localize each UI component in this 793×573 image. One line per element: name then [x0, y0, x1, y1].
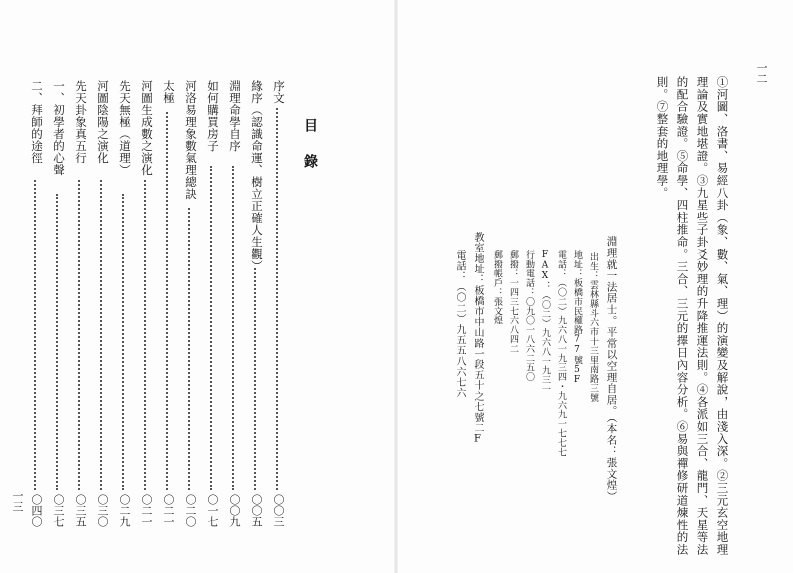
- toc-entry: [138, 80, 152, 550]
- paragraph-line: 則。⑦整套的地理學。: [655, 76, 670, 199]
- toc-entry-page: 〇二一: [162, 494, 175, 527]
- classroom-phone: 電話：（〇二）九五五八六七六: [454, 250, 465, 399]
- toc-entry-title: 一、初學者的心聲: [52, 80, 66, 176]
- toc-entry-title: 淵理命學自序: [228, 80, 242, 152]
- toc-entry-page: 〇四〇: [30, 494, 43, 527]
- toc-entry-title: 如何購買房子: [206, 80, 220, 152]
- toc-entry: [248, 80, 262, 550]
- paragraph-line: 的配合驗證。⑤命學、四柱推命。三合、三元的擇日內容分析。⑥易與禪修研道煉性的法: [675, 76, 690, 556]
- toc-entry: [204, 80, 218, 550]
- home-address: 地址：板橋市民權路77號5F: [572, 250, 582, 386]
- fax-number: FAX：（〇二）九六八一九三一: [540, 250, 550, 394]
- toc-entry: [94, 80, 108, 550]
- toc-entry-page: 〇〇九: [228, 494, 241, 527]
- toc-entry-page: 〇三〇: [96, 494, 109, 527]
- toc-entry-title: 河圖陰陽之演化: [96, 80, 110, 164]
- toc-entry: [72, 80, 86, 550]
- toc-entry-page: 〇〇三: [272, 494, 285, 527]
- toc-entry-page: 〇三七: [52, 494, 65, 527]
- mobile-number: 行動電話：〇九〇一八六二五〇: [524, 250, 534, 382]
- toc-entry-title: 太極: [162, 80, 176, 104]
- classroom-address: 教室地址：板橋市中山路一段五十之七號二F: [472, 232, 483, 445]
- toc-entry: [160, 80, 174, 550]
- toc-leader-dots: [34, 180, 36, 490]
- phone-numbers: 電話：（〇二）九六八一九三四・九六九一七七七: [556, 250, 566, 457]
- toc-entry-title: 河洛易理象數氣理總訣: [184, 80, 198, 200]
- paragraph-line: 理論及實地堪證。③九星些子卦爻妙理的升降推運法則。④各派如三合、龍門、天星等法: [695, 76, 710, 556]
- toc-entry-title: 序文: [272, 80, 286, 104]
- postal-account-name: 郵撥帳戶：張文煌: [492, 250, 502, 326]
- paragraph-line: ①河圖、洛書、易經八卦（象、數、氣、理）的演變及解說，由淺入深。②三元玄空地理: [715, 76, 730, 556]
- toc-entry: [270, 80, 284, 550]
- toc-leader-dots: [188, 208, 190, 490]
- toc-leader-dots: [210, 166, 212, 490]
- toc-leader-dots: [232, 166, 234, 490]
- toc-entry: [28, 80, 42, 550]
- toc-leader-dots: [100, 180, 102, 490]
- toc-entry-page: 〇三五: [74, 494, 87, 527]
- right-page-number: 一二: [755, 62, 768, 84]
- left-page-number: 一三: [11, 490, 24, 512]
- toc-title: 目錄: [302, 118, 318, 190]
- toc-entry: [50, 80, 64, 550]
- toc-entry-title: 先天卦象真五行: [74, 80, 88, 164]
- toc-leader-dots: [144, 180, 146, 490]
- toc-entry-page: 〇二九: [118, 494, 131, 527]
- page-gutter: [394, 0, 398, 573]
- toc-entry: [226, 80, 240, 550]
- toc-entry-title: 先天無極（道理）: [118, 80, 132, 176]
- toc-entry-page: 〇〇五: [250, 494, 263, 527]
- toc-entry-title: 緣序（認識命運、樹立正確人生觀）: [250, 80, 264, 272]
- toc-leader-dots: [276, 108, 278, 490]
- toc-entry-title: 二、拜師的途徑: [30, 80, 44, 164]
- toc-entry: [182, 80, 196, 550]
- toc-entry: [116, 80, 130, 550]
- toc-leader-dots: [122, 194, 124, 490]
- toc-entry-title: 河圖生成數之演化: [140, 80, 154, 176]
- toc-leader-dots: [254, 268, 256, 490]
- toc-leader-dots: [166, 112, 168, 490]
- author-line: 淵理就一法居士。平常以空理自居。（本名：張文煌）: [605, 236, 618, 502]
- toc-leader-dots: [78, 180, 80, 490]
- birthplace: 出生：雲林縣斗六市十三里南路三號: [588, 252, 598, 403]
- postal-transfer-number: 郵撥：一四三七六八四二: [508, 250, 518, 354]
- toc-entry-page: 〇二一: [140, 494, 153, 527]
- toc-entry-page: 〇二〇: [184, 494, 197, 527]
- toc-entry-page: 〇一七: [206, 494, 219, 527]
- toc-leader-dots: [56, 194, 58, 490]
